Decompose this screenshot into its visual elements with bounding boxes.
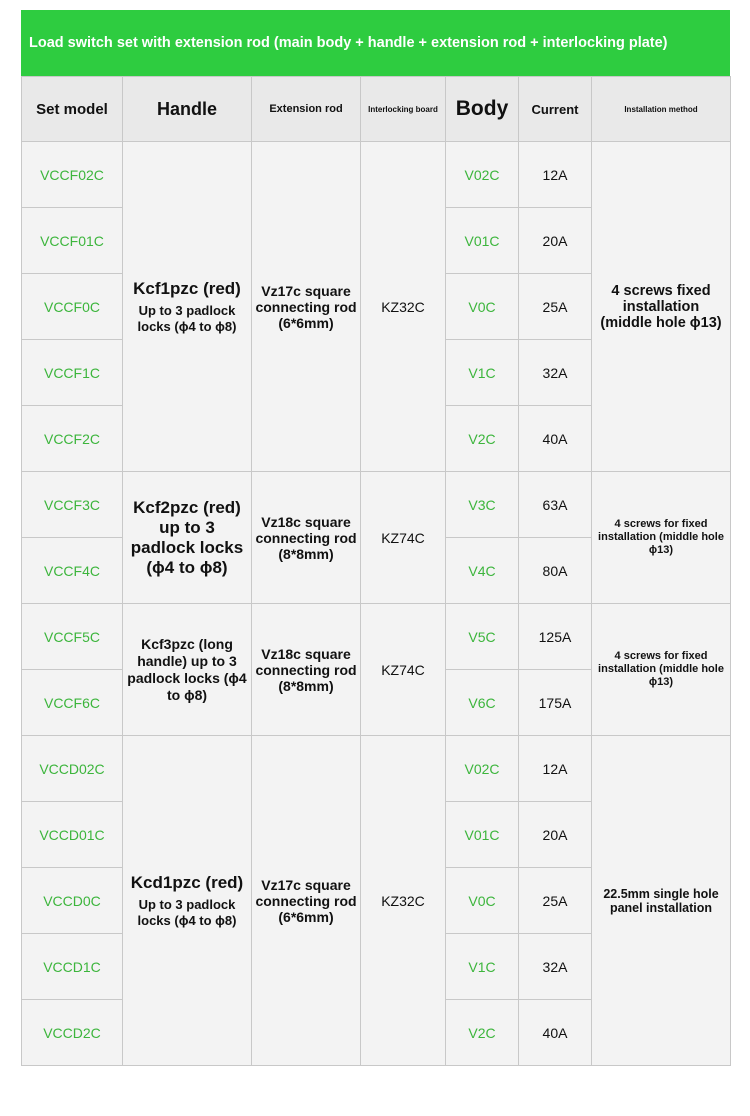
current-cell: 40A [519, 406, 592, 472]
body-cell: V2C [446, 406, 519, 472]
body-cell: V02C [446, 142, 519, 208]
table-row [22, 142, 731, 208]
current-cell: 25A [519, 274, 592, 340]
banner-title: Load switch set with extension rod (main body + handle + extension rod + interlocking plate) [29, 35, 668, 51]
header-body: Body [446, 77, 519, 142]
body-cell: V0C [446, 274, 519, 340]
installation-cell: 4 screws fixed installation (middle hole ϕ13) [592, 142, 731, 472]
extension-rod-cell: Vz18c square connecting rod (8*8mm) [252, 472, 361, 604]
header-row [22, 77, 731, 142]
current-cell: 175A [519, 670, 592, 736]
set-model-cell: VCCD1C [22, 934, 123, 1000]
current-cell: 12A [519, 142, 592, 208]
set-model-cell: VCCD2C [22, 1000, 123, 1066]
body-cell: V01C [446, 802, 519, 868]
handle-cell: Kcf3pzc (long handle) up to 3 padlock locks (ϕ4 to ϕ8) [123, 604, 252, 736]
current-cell: 20A [519, 802, 592, 868]
set-model-cell: VCCF01C [22, 208, 123, 274]
interlocking-board-cell: KZ32C [361, 736, 446, 1066]
interlocking-board-cell: KZ74C [361, 604, 446, 736]
current-cell: 63A [519, 472, 592, 538]
current-cell: 25A [519, 868, 592, 934]
body-cell: V1C [446, 340, 519, 406]
current-cell: 12A [519, 736, 592, 802]
set-model-cell: VCCD02C [22, 736, 123, 802]
body-cell: V6C [446, 670, 519, 736]
handle-cell: Kcf2pzc (red) up to 3 padlock locks (ϕ4 to ϕ8) [123, 472, 252, 604]
set-model-cell: VCCF1C [22, 340, 123, 406]
extension-rod-cell: Vz18c square connecting rod (8*8mm) [252, 604, 361, 736]
set-model-cell: VCCF2C [22, 406, 123, 472]
body-cell: V02C [446, 736, 519, 802]
set-model-cell: VCCD01C [22, 802, 123, 868]
current-cell: 32A [519, 934, 592, 1000]
header-installation-method: Installation method [592, 77, 731, 142]
handle-cell [123, 142, 252, 472]
interlocking-board-cell: KZ32C [361, 142, 446, 472]
body-cell: V5C [446, 604, 519, 670]
table-row [22, 736, 731, 802]
handle-name: Kcf1pzc (red) [133, 278, 241, 298]
set-model-cell: VCCF5C [22, 604, 123, 670]
title-banner [21, 10, 730, 76]
interlocking-board-cell: KZ74C [361, 472, 446, 604]
header-current: Current [519, 77, 592, 142]
header-extension-rod: Extension rod [252, 77, 361, 142]
table-row [22, 604, 731, 670]
table-row [22, 472, 731, 538]
set-model-cell: VCCF6C [22, 670, 123, 736]
current-cell: 80A [519, 538, 592, 604]
body-cell: V3C [446, 472, 519, 538]
body-cell: V01C [446, 208, 519, 274]
installation-cell: 4 screws for fixed installation (middle hole ϕ13) [592, 472, 731, 604]
installation-cell: 22.5mm single hole panel installation [592, 736, 731, 1066]
handle-cell [123, 736, 252, 1066]
header-handle: Handle [123, 77, 252, 142]
current-cell: 32A [519, 340, 592, 406]
current-cell: 20A [519, 208, 592, 274]
set-model-cell: VCCF0C [22, 274, 123, 340]
header-set-model: Set model [22, 77, 123, 142]
extension-rod-cell: Vz17c square connecting rod (6*6mm) [252, 736, 361, 1066]
body-cell: V1C [446, 934, 519, 1000]
current-cell: 40A [519, 1000, 592, 1066]
body-cell: V2C [446, 1000, 519, 1066]
installation-cell: 4 screws for fixed installation (middle hole ϕ13) [592, 604, 731, 736]
set-model-cell: VCCD0C [22, 868, 123, 934]
extension-rod-cell: Vz17c square connecting rod (6*6mm) [252, 142, 361, 472]
handle-note: Up to 3 padlock locks (ϕ4 to ϕ8) [137, 302, 237, 334]
handle-name: Kcd1pzc (red) [130, 872, 244, 892]
body-cell: V4C [446, 538, 519, 604]
handle-note: Up to 3 padlock locks (ϕ4 to ϕ8) [137, 896, 237, 928]
set-model-cell: VCCF4C [22, 538, 123, 604]
set-model-cell: VCCF02C [22, 142, 123, 208]
current-cell: 125A [519, 604, 592, 670]
body-cell: V0C [446, 868, 519, 934]
header-interlocking-board: Interlocking board [361, 77, 446, 142]
set-model-cell: VCCF3C [22, 472, 123, 538]
product-table [21, 76, 731, 1066]
